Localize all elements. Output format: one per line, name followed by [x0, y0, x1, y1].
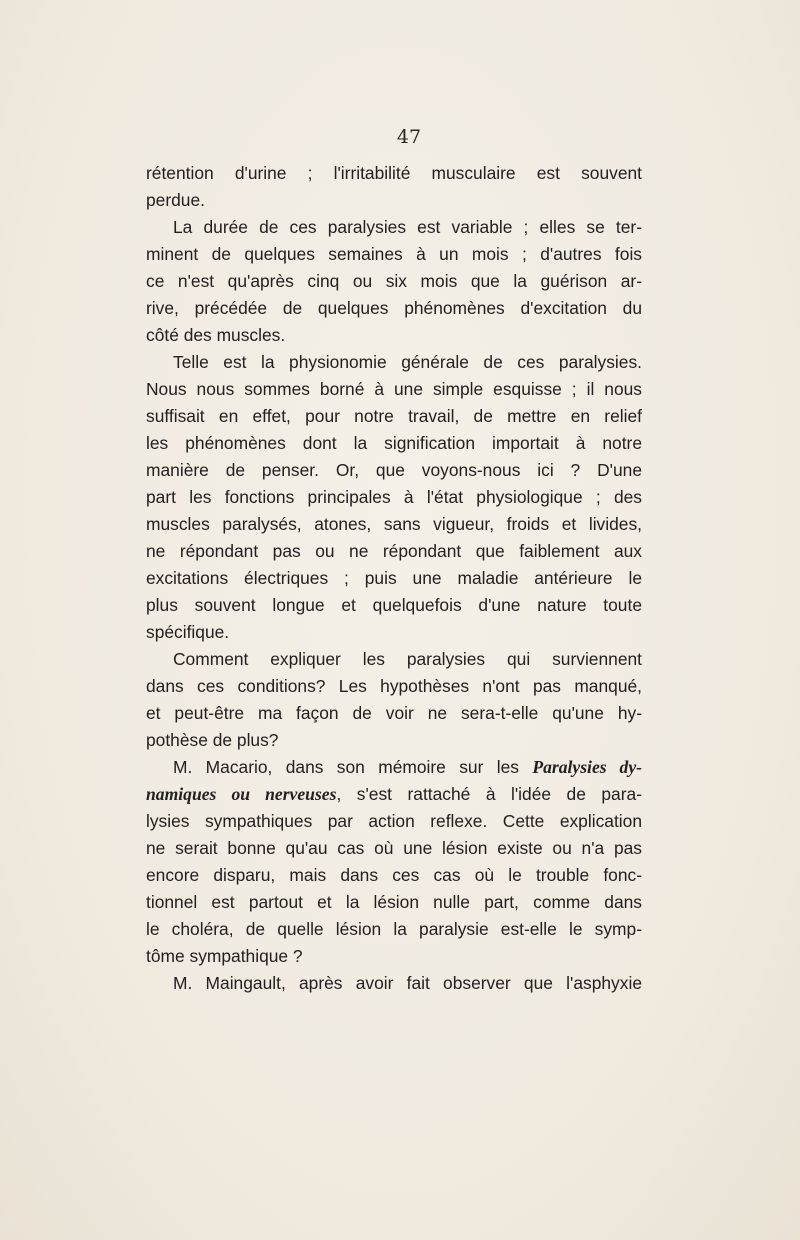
text-line [146, 592, 642, 619]
line-text: rive, précédée de quelques phénomènes d'excitation du [146, 298, 642, 318]
italic-title: Paralysies dy- [532, 757, 642, 777]
text-line [146, 484, 642, 511]
text-line [146, 700, 642, 727]
line-text: lysies sympathiques par action reflexe. Cette explication [146, 811, 642, 831]
line-text: Telle est la physionomie générale de ces paralysies. [173, 352, 642, 372]
text-line [146, 727, 642, 754]
text-line [146, 970, 642, 997]
line-text: côté des muscles. [146, 325, 286, 345]
line-text: ne serait bonne qu'au cas où une lésion existe ou n'a pas [146, 838, 642, 858]
text-line [146, 322, 642, 349]
line-text: minent de quelques semaines à un mois ; d'autres fois [146, 244, 642, 264]
line-text: Comment expliquer les paralysies qui surviennent [173, 649, 642, 669]
line-text: M. Macario, dans son mémoire sur les [173, 757, 533, 777]
page-number: 47 [396, 126, 422, 148]
text-line [146, 187, 642, 214]
text-line [146, 565, 642, 592]
line-text: part les fonctions principales à l'état physiologique ; des [146, 487, 642, 507]
text-line [146, 214, 642, 241]
line-text: , s'est rattaché à l'idée de para- [336, 784, 642, 804]
line-text: perdue. [146, 190, 205, 210]
line-text: muscles paralysés, atones, sans vigueur, froids et livides, [146, 514, 642, 534]
line-text: rétention d'urine ; l'irritabilité musculaire est souvent [146, 163, 642, 183]
line-text: encore disparu, mais dans ces cas où le trouble fonc- [146, 865, 642, 885]
line-text: pothèse de plus? [146, 730, 279, 750]
line-text: ce n'est qu'après cinq ou six mois que la guérison ar- [146, 271, 642, 291]
text-line [146, 160, 642, 187]
line-text: spécifique. [146, 622, 230, 642]
line-text: tôme sympathique ? [146, 946, 303, 966]
text-line [146, 808, 642, 835]
text-line [146, 943, 642, 970]
line-text: le choléra, de quelle lésion la paralysie est-elle le symp- [146, 919, 642, 939]
text-line [146, 241, 642, 268]
line-text: excitations électriques ; puis une maladie antérieure le [146, 568, 642, 588]
italic-title: namiques ou nerveuses [146, 784, 337, 804]
line-text: Nous nous sommes borné à une simple esquisse ; il nous [146, 379, 642, 399]
text-line [146, 349, 642, 376]
text-line [146, 862, 642, 889]
line-text: plus souvent longue et quelquefois d'une nature toute [146, 595, 642, 615]
text-line [146, 916, 642, 943]
line-text: les phénomènes dont la signification importait à notre [146, 433, 642, 453]
text-line [146, 754, 642, 781]
text-line [146, 781, 642, 808]
line-text: ne répondant pas ou ne répondant que faiblement aux [146, 541, 642, 561]
line-text: dans ces conditions? Les hypothèses n'ont pas manqué, [146, 676, 642, 696]
text-line [146, 511, 642, 538]
line-text: M. Maingault, après avoir fait observer que l'asphyxie [173, 973, 642, 993]
text-line [146, 403, 642, 430]
line-text: suffisait en effet, pour notre travail, de mettre en relief [146, 406, 642, 426]
text-line [146, 268, 642, 295]
text-line [146, 457, 642, 484]
line-text: La durée de ces paralysies est variable ; elles se ter- [173, 217, 642, 237]
line-text: manière de penser. Or, que voyons-nous ici ? D'une [146, 460, 642, 480]
text-line [146, 538, 642, 565]
text-line [146, 835, 642, 862]
line-text: tionnel est partout et la lésion nulle part, comme dans [146, 892, 642, 912]
text-line [146, 619, 642, 646]
text-line [146, 673, 642, 700]
body-text [146, 160, 642, 997]
text-line [146, 430, 642, 457]
text-line [146, 376, 642, 403]
text-line [146, 646, 642, 673]
text-line [146, 295, 642, 322]
line-text: et peut-être ma façon de voir ne sera-t-elle qu'une hy- [146, 703, 642, 723]
text-line [146, 889, 642, 916]
